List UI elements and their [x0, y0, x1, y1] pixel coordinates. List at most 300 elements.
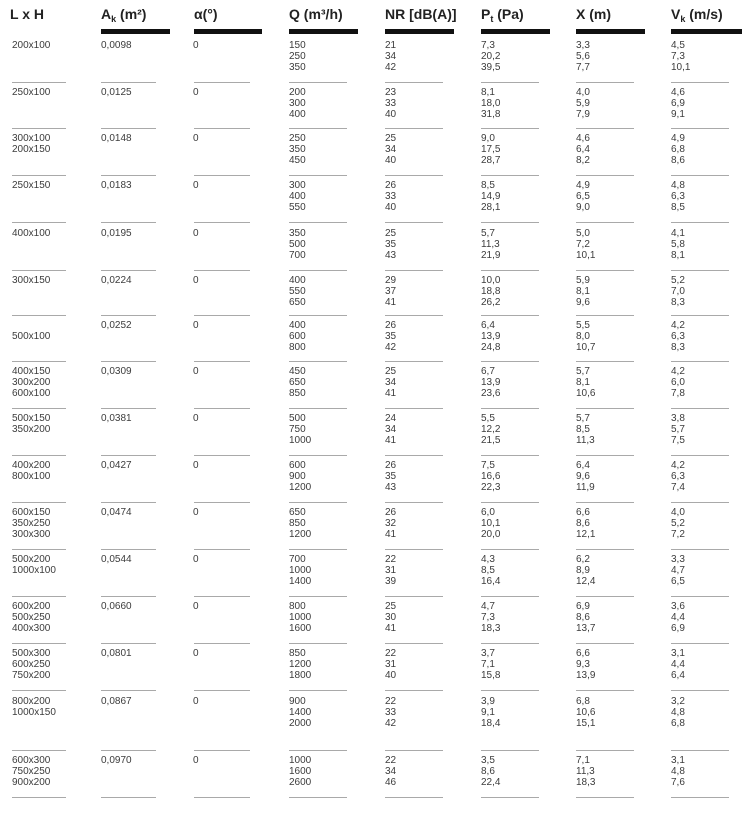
pt-value: 11,3	[481, 239, 500, 250]
vk-value: 3,6	[671, 601, 685, 612]
nr-value: 26	[385, 180, 397, 191]
row-divider	[671, 797, 729, 798]
vk-value: 3,1	[671, 755, 685, 766]
pt-value: 17,5	[481, 144, 501, 155]
row-divider	[576, 750, 634, 751]
x-value: 8,1	[576, 286, 590, 297]
size-value: 500x150	[12, 413, 51, 424]
nr-value: 40	[385, 202, 397, 213]
ak-value: 0,0544	[101, 554, 132, 565]
x-value: 12,4	[576, 576, 596, 587]
x-value: 10,6	[576, 388, 596, 399]
nr-value: 34	[385, 766, 397, 777]
vk-value: 3,1	[671, 648, 685, 659]
row-divider	[101, 455, 156, 456]
row-divider	[101, 596, 156, 597]
pt-value: 10,1	[481, 518, 501, 529]
row-divider	[671, 690, 729, 691]
row-divider	[671, 549, 729, 550]
ak-value: 0,0660	[101, 601, 132, 612]
alpha-value: 0	[193, 696, 199, 707]
column-header-rule	[194, 29, 262, 34]
pt-value: 3,7	[481, 648, 495, 659]
x-value: 6,4	[576, 144, 590, 155]
row-divider	[289, 361, 347, 362]
nr-value: 46	[385, 777, 397, 788]
row-divider	[289, 270, 347, 271]
vk-value: 4,2	[671, 460, 685, 471]
pt-value: 5,5	[481, 413, 495, 424]
pt-value: 20,0	[481, 529, 501, 540]
row-divider	[481, 270, 539, 271]
x-value: 18,3	[576, 777, 596, 788]
row-divider	[12, 455, 66, 456]
row-divider	[12, 408, 66, 409]
x-value: 6,5	[576, 191, 590, 202]
column-header-rule	[289, 29, 358, 34]
row-divider	[481, 750, 539, 751]
x-value: 9,6	[576, 471, 590, 482]
row-divider	[194, 270, 250, 271]
x-value: 7,9	[576, 109, 590, 120]
size-value: 600x150	[12, 507, 51, 518]
row-divider	[481, 549, 539, 550]
ak-value: 0,0183	[101, 180, 132, 191]
column-header-rule	[101, 29, 170, 34]
vk-value: 9,1	[671, 109, 685, 120]
q-value: 850	[289, 648, 306, 659]
x-value: 6,6	[576, 507, 590, 518]
size-value: 600x250	[12, 659, 51, 670]
vk-value: 8,3	[671, 297, 685, 308]
row-divider	[12, 549, 66, 550]
x-value: 5,5	[576, 320, 590, 331]
column-header-rule	[385, 29, 454, 34]
row-divider	[194, 222, 250, 223]
q-value: 1800	[289, 670, 312, 681]
vk-value: 3,2	[671, 696, 685, 707]
nr-value: 33	[385, 98, 397, 109]
size-value: 400x100	[12, 228, 51, 239]
pt-value: 18,4	[481, 718, 501, 729]
vk-value: 4,2	[671, 366, 685, 377]
x-value: 6,4	[576, 460, 590, 471]
vk-value: 3,8	[671, 413, 685, 424]
pt-value: 18,8	[481, 286, 501, 297]
ak-value: 0,0867	[101, 696, 132, 707]
column-header-label: X	[576, 6, 586, 22]
q-value: 250	[289, 51, 306, 62]
row-divider	[12, 643, 66, 644]
pt-value: 5,7	[481, 228, 495, 239]
ak-value: 0,0474	[101, 507, 132, 518]
size-value: 1000x100	[12, 565, 56, 576]
q-value: 400	[289, 320, 306, 331]
row-divider	[481, 643, 539, 644]
nr-value: 21	[385, 40, 397, 51]
column-header-unit: (m²)	[116, 6, 147, 22]
q-value: 600	[289, 331, 306, 342]
row-divider	[194, 750, 250, 751]
size-value: 600x200	[12, 601, 51, 612]
q-value: 900	[289, 696, 306, 707]
q-value: 700	[289, 250, 306, 261]
row-divider	[481, 455, 539, 456]
alpha-value: 0	[193, 320, 199, 331]
q-value: 1600	[289, 766, 312, 777]
row-divider	[289, 315, 347, 316]
row-divider	[289, 455, 347, 456]
nr-value: 29	[385, 275, 397, 286]
ak-value: 0,0148	[101, 133, 132, 144]
q-value: 500	[289, 413, 306, 424]
row-divider	[385, 596, 443, 597]
x-value: 5,7	[576, 366, 590, 377]
pt-value: 23,6	[481, 388, 501, 399]
x-value: 7,7	[576, 62, 590, 73]
row-divider	[101, 502, 156, 503]
nr-value: 42	[385, 342, 397, 353]
pt-value: 14,9	[481, 191, 501, 202]
row-divider	[671, 643, 729, 644]
row-divider	[481, 502, 539, 503]
row-divider	[385, 222, 443, 223]
ak-value: 0,0125	[101, 87, 132, 98]
q-value: 800	[289, 342, 306, 353]
pt-value: 7,3	[481, 40, 495, 51]
vk-value: 7,8	[671, 388, 685, 399]
row-divider	[671, 502, 729, 503]
nr-value: 34	[385, 424, 397, 435]
row-divider	[12, 361, 66, 362]
pt-value: 13,9	[481, 331, 501, 342]
row-divider	[671, 82, 729, 83]
row-divider	[289, 502, 347, 503]
size-value: 800x100	[12, 471, 51, 482]
row-divider	[385, 128, 443, 129]
row-divider	[576, 128, 634, 129]
row-divider	[671, 750, 729, 751]
row-divider	[481, 82, 539, 83]
pt-value: 4,3	[481, 554, 495, 565]
row-divider	[289, 82, 347, 83]
x-value: 6,9	[576, 601, 590, 612]
q-value: 1200	[289, 482, 312, 493]
row-divider	[385, 455, 443, 456]
vk-value: 4,2	[671, 320, 685, 331]
column-header-label: NR [dB(A)]	[385, 6, 457, 22]
row-divider	[385, 549, 443, 550]
x-value: 6,6	[576, 648, 590, 659]
x-value: 9,0	[576, 202, 590, 213]
q-value: 1000	[289, 612, 312, 623]
size-value: 500x300	[12, 648, 51, 659]
size-value: 300x150	[12, 275, 51, 286]
ak-value: 0,0252	[101, 320, 132, 331]
x-value: 4,6	[576, 133, 590, 144]
row-divider	[12, 797, 66, 798]
vk-value: 6,9	[671, 623, 685, 634]
nr-value: 41	[385, 623, 397, 634]
row-divider	[12, 222, 66, 223]
x-value: 8,5	[576, 424, 590, 435]
row-divider	[385, 408, 443, 409]
size-value: 200x100	[12, 40, 51, 51]
row-divider	[12, 315, 66, 316]
row-divider	[481, 797, 539, 798]
pt-value: 20,2	[481, 51, 501, 62]
nr-value: 34	[385, 377, 397, 388]
row-divider	[385, 175, 443, 176]
size-value: 600x300	[12, 755, 51, 766]
ak-value: 0,0098	[101, 40, 132, 51]
row-divider	[101, 270, 156, 271]
nr-value: 22	[385, 554, 397, 565]
pt-value: 3,5	[481, 755, 495, 766]
size-value: 500x250	[12, 612, 51, 623]
row-divider	[194, 596, 250, 597]
x-value: 7,2	[576, 239, 590, 250]
row-divider	[576, 408, 634, 409]
alpha-value: 0	[193, 507, 199, 518]
column-header-rule	[671, 29, 742, 34]
vk-value: 4,8	[671, 766, 685, 777]
row-divider	[385, 750, 443, 751]
row-divider	[385, 361, 443, 362]
vk-value: 6,0	[671, 377, 685, 388]
x-value: 11,3	[576, 766, 595, 777]
row-divider	[481, 596, 539, 597]
x-value: 5,7	[576, 413, 590, 424]
q-value: 850	[289, 388, 306, 399]
q-value: 300	[289, 98, 306, 109]
column-header-q	[289, 6, 343, 22]
row-divider	[481, 690, 539, 691]
vk-value: 8,1	[671, 250, 685, 261]
row-divider	[194, 690, 250, 691]
nr-value: 35	[385, 471, 397, 482]
row-divider	[576, 315, 634, 316]
pt-value: 21,5	[481, 435, 501, 446]
nr-value: 30	[385, 612, 397, 623]
q-value: 250	[289, 133, 306, 144]
pt-value: 18,3	[481, 623, 501, 634]
row-divider	[12, 270, 66, 271]
vk-value: 7,6	[671, 777, 685, 788]
row-divider	[194, 361, 250, 362]
column-header-lxh	[10, 6, 44, 22]
size-value: 250x150	[12, 180, 51, 191]
pt-value: 26,2	[481, 297, 501, 308]
q-value: 650	[289, 507, 306, 518]
column-header-label: Q	[289, 6, 300, 22]
row-divider	[101, 175, 156, 176]
q-value: 500	[289, 239, 306, 250]
row-divider	[385, 502, 443, 503]
nr-value: 25	[385, 228, 397, 239]
vk-value: 6,3	[671, 471, 685, 482]
nr-value: 26	[385, 507, 397, 518]
row-divider	[576, 455, 634, 456]
q-value: 850	[289, 518, 306, 529]
q-value: 700	[289, 554, 306, 565]
row-divider	[671, 315, 729, 316]
alpha-value: 0	[193, 228, 199, 239]
nr-value: 40	[385, 155, 397, 166]
size-value: 350x250	[12, 518, 51, 529]
pt-value: 8,1	[481, 87, 495, 98]
pt-value: 8,5	[481, 565, 495, 576]
nr-value: 22	[385, 648, 397, 659]
row-divider	[576, 82, 634, 83]
vk-value: 7,0	[671, 286, 685, 297]
row-divider	[194, 549, 250, 550]
x-value: 12,1	[576, 529, 596, 540]
vk-value: 5,8	[671, 239, 685, 250]
row-divider	[194, 175, 250, 176]
row-divider	[289, 596, 347, 597]
q-value: 400	[289, 275, 306, 286]
q-value: 750	[289, 424, 306, 435]
row-divider	[481, 175, 539, 176]
nr-value: 41	[385, 435, 397, 446]
row-divider	[671, 175, 729, 176]
column-header-label: P	[481, 6, 491, 22]
vk-value: 7,4	[671, 482, 685, 493]
alpha-value: 0	[193, 180, 199, 191]
q-value: 1200	[289, 659, 312, 670]
size-value: 800x200	[12, 696, 51, 707]
row-divider	[385, 797, 443, 798]
vk-value: 4,7	[671, 565, 685, 576]
nr-value: 25	[385, 133, 397, 144]
pt-value: 6,4	[481, 320, 495, 331]
size-value: 400x300	[12, 623, 51, 634]
nr-value: 41	[385, 297, 397, 308]
column-header-subscript: t	[490, 14, 494, 24]
pt-value: 4,7	[481, 601, 495, 612]
ak-value: 0,0970	[101, 755, 132, 766]
nr-value: 26	[385, 320, 397, 331]
nr-value: 33	[385, 707, 397, 718]
row-divider	[101, 315, 156, 316]
x-value: 8,9	[576, 565, 590, 576]
nr-value: 35	[385, 331, 397, 342]
size-value: 600x100	[12, 388, 51, 399]
size-value: 1000x150	[12, 707, 56, 718]
nr-value: 42	[385, 718, 397, 729]
nr-value: 43	[385, 482, 397, 493]
vk-value: 6,5	[671, 576, 685, 587]
pt-value: 6,0	[481, 507, 495, 518]
alpha-value: 0	[193, 413, 199, 424]
column-header-nr	[385, 6, 457, 22]
column-header-unit: (m)	[585, 6, 612, 22]
column-header-ak	[101, 6, 146, 22]
nr-value: 40	[385, 109, 397, 120]
row-divider	[12, 596, 66, 597]
vk-value: 5,2	[671, 518, 685, 529]
row-divider	[194, 128, 250, 129]
nr-value: 43	[385, 250, 397, 261]
nr-value: 39	[385, 576, 397, 587]
pt-value: 8,5	[481, 180, 495, 191]
row-divider	[289, 643, 347, 644]
nr-value: 40	[385, 670, 397, 681]
row-divider	[101, 361, 156, 362]
row-divider	[12, 175, 66, 176]
row-divider	[12, 690, 66, 691]
pt-value: 24,8	[481, 342, 501, 353]
row-divider	[289, 222, 347, 223]
column-header-label: V	[671, 6, 681, 22]
q-value: 1000	[289, 755, 312, 766]
x-value: 8,2	[576, 155, 590, 166]
pt-value: 22,3	[481, 482, 501, 493]
alpha-value: 0	[193, 648, 199, 659]
row-divider	[481, 128, 539, 129]
q-value: 400	[289, 109, 306, 120]
row-divider	[101, 222, 156, 223]
row-divider	[576, 549, 634, 550]
x-value: 5,6	[576, 51, 590, 62]
row-divider	[101, 128, 156, 129]
x-value: 6,8	[576, 696, 590, 707]
row-divider	[671, 361, 729, 362]
nr-value: 23	[385, 87, 397, 98]
row-divider	[101, 82, 156, 83]
row-divider	[101, 408, 156, 409]
nr-value: 24	[385, 413, 397, 424]
q-value: 2000	[289, 718, 312, 729]
pt-value: 9,0	[481, 133, 495, 144]
row-divider	[576, 797, 634, 798]
row-divider	[101, 549, 156, 550]
column-header-label: L x H	[10, 6, 44, 22]
q-value: 1000	[289, 435, 312, 446]
pt-value: 18,0	[481, 98, 501, 109]
row-divider	[289, 549, 347, 550]
row-divider	[289, 750, 347, 751]
size-value: 350x200	[12, 424, 51, 435]
row-divider	[671, 128, 729, 129]
pt-value: 21,9	[481, 250, 501, 261]
vk-value: 10,1	[671, 62, 691, 73]
vk-value: 6,3	[671, 331, 685, 342]
vk-value: 6,8	[671, 144, 685, 155]
pt-value: 10,0	[481, 275, 501, 286]
row-divider	[576, 222, 634, 223]
pt-value: 13,9	[481, 377, 501, 388]
q-value: 150	[289, 40, 306, 51]
row-divider	[481, 222, 539, 223]
q-value: 350	[289, 144, 306, 155]
row-divider	[671, 222, 729, 223]
row-divider	[576, 643, 634, 644]
x-value: 4,9	[576, 180, 590, 191]
q-value: 650	[289, 297, 306, 308]
column-header-subscript: k	[111, 14, 117, 24]
x-value: 3,3	[576, 40, 590, 51]
row-divider	[671, 455, 729, 456]
q-value: 200	[289, 87, 306, 98]
pt-value: 39,5	[481, 62, 501, 73]
x-value: 10,1	[576, 250, 596, 261]
pt-value: 7,5	[481, 460, 495, 471]
size-value: 500x100	[12, 331, 51, 342]
column-header-unit: (Pa)	[493, 6, 524, 22]
q-value: 600	[289, 460, 306, 471]
